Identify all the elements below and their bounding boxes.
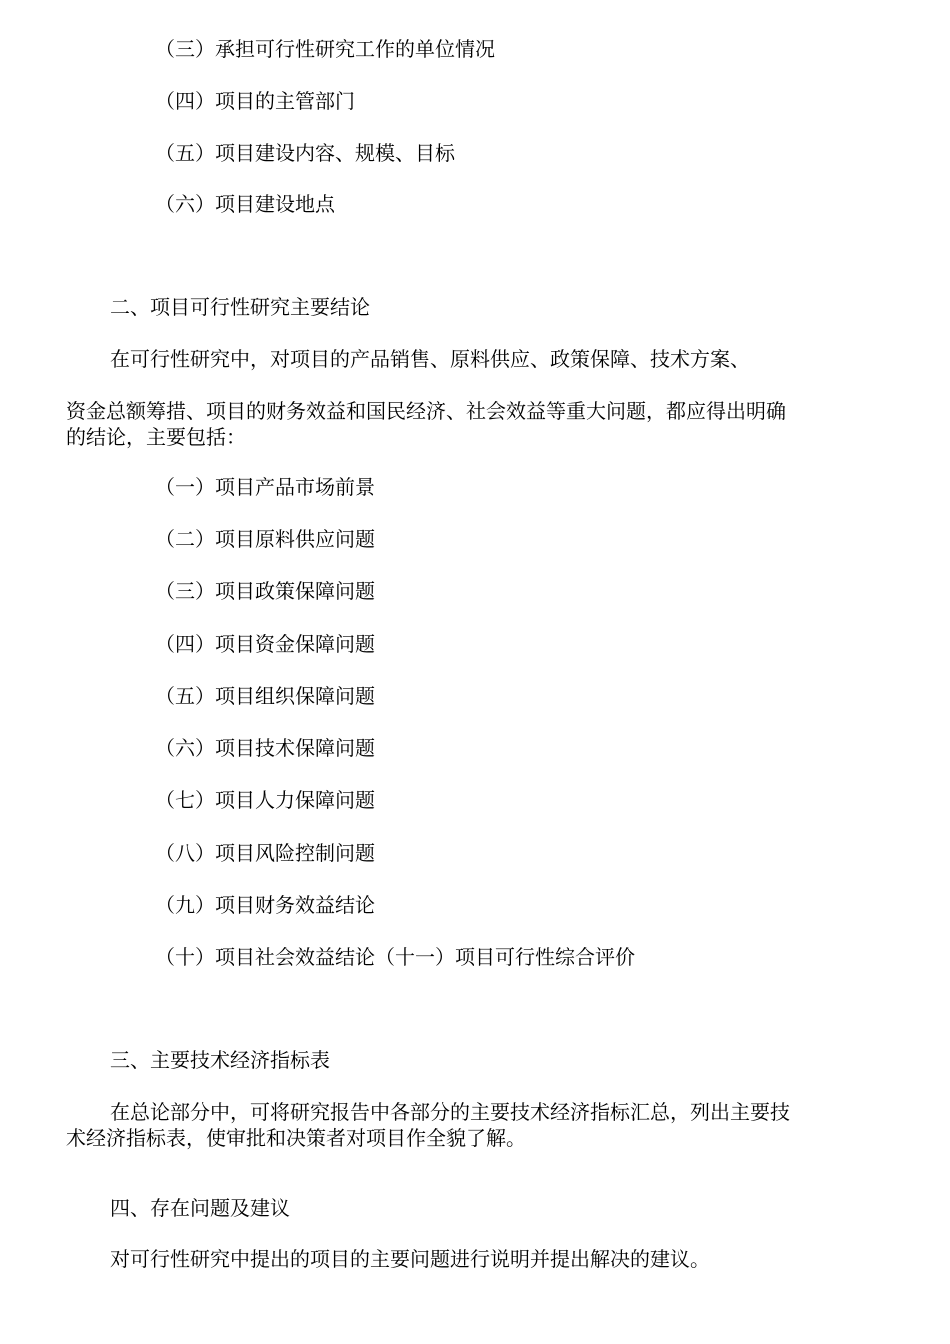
list-item: （八）项目风险控制问题 — [155, 841, 375, 865]
section-heading: 三、主要技术经济指标表 — [110, 1048, 330, 1072]
paragraph-line: 术经济指标表，使审批和决策者对项目作全貌了解。 — [66, 1126, 526, 1150]
list-item: （一）项目产品市场前景 — [155, 475, 375, 499]
list-item: （六）项目技术保障问题 — [155, 736, 375, 760]
paragraph-line: 资金总额筹措、项目的财务效益和国民经济、社会效益等重大问题，都应得出明确 — [66, 399, 786, 423]
paragraph-line: 在可行性研究中，对项目的产品销售、原料供应、政策保障、技术方案、 — [110, 347, 750, 371]
paragraph-line: 对可行性研究中提出的项目的主要问题进行说明并提出解决的建议。 — [110, 1247, 710, 1271]
list-item: （四）项目的主管部门 — [155, 89, 355, 113]
list-item: （四）项目资金保障问题 — [155, 632, 375, 656]
list-item: （十）项目社会效益结论（十一）项目可行性综合评价 — [155, 945, 635, 969]
list-item: （七）项目人力保障问题 — [155, 788, 375, 812]
list-item: （三）项目政策保障问题 — [155, 579, 375, 603]
section-heading: 四、存在问题及建议 — [110, 1196, 290, 1220]
list-item: （五）项目建设内容、规模、目标 — [155, 141, 455, 165]
list-item: （二）项目原料供应问题 — [155, 527, 375, 551]
list-item: （五）项目组织保障问题 — [155, 684, 375, 708]
section-heading: 二、项目可行性研究主要结论 — [110, 295, 370, 319]
paragraph-line: 在总论部分中，可将研究报告中各部分的主要技术经济指标汇总，列出主要技 — [110, 1100, 790, 1124]
list-item: （九）项目财务效益结论 — [155, 893, 375, 917]
list-item: （三）承担可行性研究工作的单位情况 — [155, 37, 495, 61]
paragraph-line: 的结论，主要包括： — [66, 425, 246, 449]
list-item: （六）项目建设地点 — [155, 192, 335, 216]
